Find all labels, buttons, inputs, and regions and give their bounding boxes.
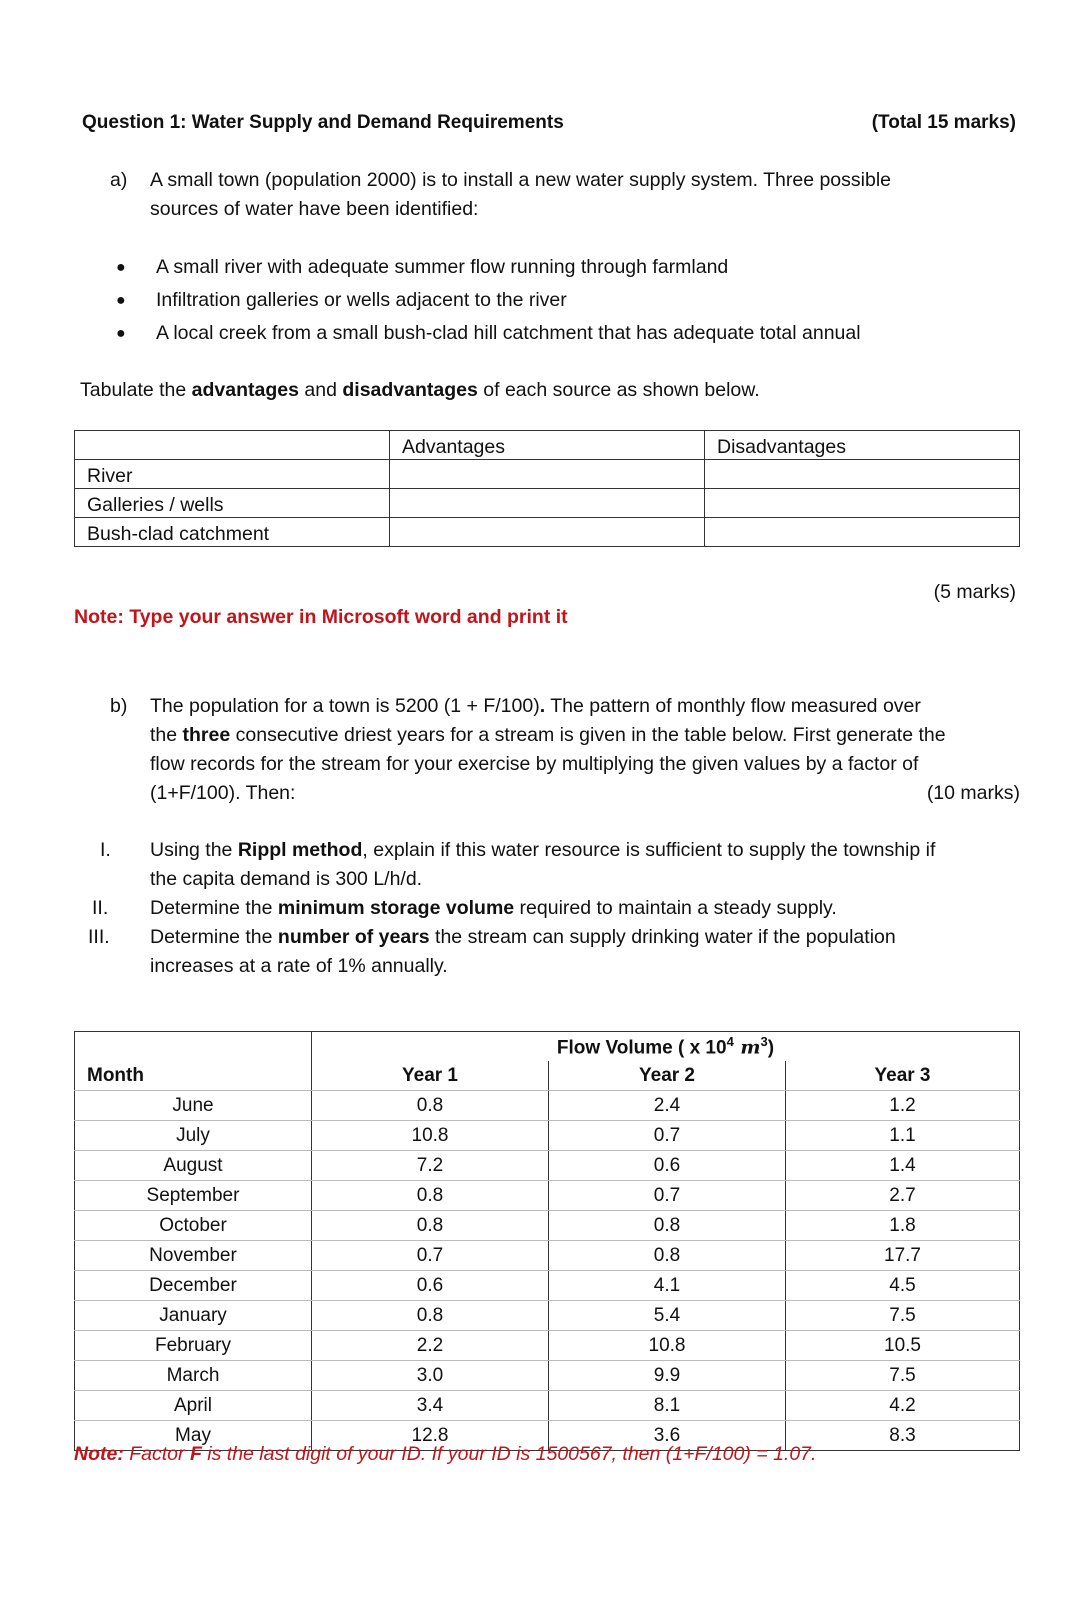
title-pre: Flow Volume ( x 10 bbox=[556, 1037, 727, 1059]
year-3-cell: 7.5 bbox=[786, 1301, 1020, 1331]
bullet-icon: ● bbox=[116, 292, 126, 309]
tabulate-pre: Tabulate the bbox=[80, 379, 192, 401]
year-3-cell: 1.4 bbox=[786, 1151, 1020, 1181]
part-a-line-2: sources of water have been identified: bbox=[150, 198, 479, 220]
total-marks: (Total 15 marks) bbox=[871, 112, 1016, 133]
part-b-marks: (10 marks) bbox=[926, 782, 1020, 804]
month-cell: March bbox=[75, 1361, 312, 1391]
year-2-cell: 9.9 bbox=[549, 1361, 786, 1391]
answer-cell[interactable] bbox=[705, 489, 1020, 518]
question-header bbox=[82, 112, 1016, 134]
note-text-2: is the last digit of your ID. If your ID is 1500567, then (1+F/100) = 1.07. bbox=[201, 1443, 817, 1465]
month-cell: April bbox=[75, 1391, 312, 1421]
month-cell: July bbox=[75, 1121, 312, 1151]
answer-cell[interactable] bbox=[390, 460, 705, 489]
year-2-cell: 0.8 bbox=[549, 1241, 786, 1271]
sentence-dot: . bbox=[539, 695, 546, 717]
answer-note: Note: Type your answer in Microsoft word and print it bbox=[74, 606, 568, 628]
year-2-cell: 4.1 bbox=[549, 1271, 786, 1301]
year-1-cell: 7.2 bbox=[312, 1151, 549, 1181]
list-item-continuation bbox=[82, 865, 1022, 894]
month-header: Month bbox=[75, 1061, 312, 1091]
note-text-1: Factor bbox=[129, 1443, 190, 1465]
list-item bbox=[82, 923, 1022, 952]
task-post: the stream can supply drinking water if the population bbox=[429, 926, 896, 948]
month-cell: December bbox=[75, 1271, 312, 1301]
list-item bbox=[110, 251, 861, 284]
year-1-cell: 0.7 bbox=[312, 1241, 549, 1271]
task-bold: number of years bbox=[277, 926, 430, 948]
question-title: Question 1: Water Supply and Demand Requirements bbox=[82, 112, 564, 133]
task-number: I. bbox=[100, 839, 111, 861]
year-2-cell: 5.4 bbox=[549, 1301, 786, 1331]
year-2-cell: 3.6 bbox=[549, 1421, 786, 1451]
month-cell: September bbox=[75, 1181, 312, 1211]
source-name-cell: River bbox=[75, 460, 390, 489]
task-bold: minimum storage volume bbox=[277, 897, 515, 919]
year-3-cell: 7.5 bbox=[786, 1361, 1020, 1391]
table-row bbox=[75, 1211, 1020, 1241]
year-1-cell: 0.8 bbox=[312, 1211, 549, 1241]
year-2-cell: 2.4 bbox=[549, 1091, 786, 1121]
part-a-line-1: A small town (population 2000) is to install a new water supply system. Three possible bbox=[150, 169, 892, 191]
part-a-text bbox=[150, 166, 1030, 224]
task-number: II. bbox=[92, 897, 109, 919]
year-2-cell: 0.7 bbox=[549, 1121, 786, 1151]
year-3-cell: 1.1 bbox=[786, 1121, 1020, 1151]
table-row bbox=[75, 1241, 1020, 1271]
sources-table bbox=[74, 430, 1020, 547]
title-post: ) bbox=[767, 1037, 775, 1059]
year-3-cell: 4.5 bbox=[786, 1271, 1020, 1301]
table-row bbox=[75, 1121, 1020, 1151]
note-label: Note: bbox=[74, 1443, 130, 1465]
flow-table-body bbox=[75, 1091, 1020, 1451]
part-b-line-1 bbox=[150, 692, 1020, 721]
year-1-cell: 0.8 bbox=[312, 1301, 549, 1331]
tabulate-mid: and bbox=[298, 379, 343, 401]
year-3-cell: 1.8 bbox=[786, 1211, 1020, 1241]
flow-table-header-row bbox=[75, 1061, 1020, 1091]
answer-cell[interactable] bbox=[705, 518, 1020, 547]
year-3-cell: 2.7 bbox=[786, 1181, 1020, 1211]
flow-table bbox=[74, 1031, 1020, 1451]
task-text bbox=[150, 923, 896, 952]
population-formula: The population for a town is 5200 (1 + F/100) bbox=[150, 695, 540, 717]
task-bold: Rippl method bbox=[237, 839, 363, 861]
table-row bbox=[75, 518, 1020, 547]
table-row bbox=[75, 1151, 1020, 1181]
year-1-header: Year 1 bbox=[312, 1061, 549, 1091]
l2-post: consecutive driest years for a stream is given in the table below. First generate the bbox=[230, 724, 946, 746]
task-pre: Using the bbox=[150, 839, 238, 861]
advantages-header: Advantages bbox=[390, 431, 705, 460]
task-list bbox=[82, 836, 1022, 981]
month-cell: February bbox=[75, 1331, 312, 1361]
year-1-cell: 3.0 bbox=[312, 1361, 549, 1391]
bullet-icon: ● bbox=[116, 325, 126, 342]
part-b-then: (1+F/100). Then: bbox=[150, 782, 296, 804]
tabulate-post: of each source as shown below. bbox=[477, 379, 760, 401]
year-2-cell: 10.8 bbox=[549, 1331, 786, 1361]
source-list bbox=[110, 251, 861, 350]
task-post: required to maintain a steady supply. bbox=[514, 897, 837, 919]
table-row bbox=[75, 1181, 1020, 1211]
year-1-cell: 12.8 bbox=[312, 1421, 549, 1451]
bullet-icon: ● bbox=[116, 259, 126, 276]
flow-table-title-row bbox=[75, 1032, 1020, 1062]
table-row bbox=[75, 489, 1020, 518]
task-post: , explain if this water resource is sufficient to supply the township if bbox=[362, 839, 936, 861]
year-2-cell: 8.1 bbox=[549, 1391, 786, 1421]
factor-note bbox=[74, 1443, 816, 1466]
part-b-text bbox=[150, 692, 1020, 808]
table-row bbox=[75, 1091, 1020, 1121]
month-cell: June bbox=[75, 1091, 312, 1121]
table-row bbox=[75, 460, 1020, 489]
source-text: A small river with adequate summer flow running through farmland bbox=[156, 256, 729, 278]
source-text: Infiltration galleries or wells adjacent to the river bbox=[156, 289, 567, 311]
task-pre: Determine the bbox=[150, 897, 278, 919]
table-row bbox=[75, 1331, 1020, 1361]
table-header-row bbox=[75, 431, 1020, 460]
disadvantages-header: Disadvantages bbox=[705, 431, 1020, 460]
answer-cell[interactable] bbox=[705, 460, 1020, 489]
tabulate-advantages: advantages bbox=[191, 379, 299, 401]
year-2-header: Year 2 bbox=[549, 1061, 786, 1091]
table-row bbox=[75, 1391, 1020, 1421]
year-3-cell: 1.2 bbox=[786, 1091, 1020, 1121]
year-1-cell: 10.8 bbox=[312, 1121, 549, 1151]
title-unit-exponent: 3 bbox=[760, 1033, 768, 1049]
task-pre: Determine the bbox=[150, 926, 278, 948]
year-2-cell: 0.7 bbox=[549, 1181, 786, 1211]
table-row bbox=[75, 1301, 1020, 1331]
month-cell: May bbox=[75, 1421, 312, 1451]
part-b-label: b) bbox=[110, 695, 128, 717]
list-item-continuation bbox=[82, 952, 1022, 981]
year-3-cell: 17.7 bbox=[786, 1241, 1020, 1271]
task-continuation: the capita demand is 300 L/h/d. bbox=[150, 868, 423, 890]
year-3-cell: 4.2 bbox=[786, 1391, 1020, 1421]
year-1-cell: 0.8 bbox=[312, 1181, 549, 1211]
table-row bbox=[75, 1361, 1020, 1391]
title-unit: m bbox=[733, 1036, 761, 1059]
year-2-cell: 0.8 bbox=[549, 1211, 786, 1241]
l2-bold: three bbox=[182, 724, 231, 746]
year-3-header: Year 3 bbox=[786, 1061, 1020, 1091]
part-b-line-2 bbox=[150, 721, 1020, 750]
part-b-line-4 bbox=[150, 779, 1020, 808]
flow-volume-title bbox=[312, 1032, 1020, 1062]
year-3-cell: 8.3 bbox=[786, 1421, 1020, 1451]
empty-title-cell bbox=[75, 1032, 312, 1062]
part-b-line-1-rest: The pattern of monthly flow measured over bbox=[545, 695, 921, 717]
list-item bbox=[82, 836, 1022, 865]
month-cell: January bbox=[75, 1301, 312, 1331]
table-row bbox=[75, 1271, 1020, 1301]
answer-cell[interactable] bbox=[390, 489, 705, 518]
list-item bbox=[110, 317, 861, 350]
list-item bbox=[110, 284, 861, 317]
source-name-cell: Bush-clad catchment bbox=[75, 518, 390, 547]
source-text: A local creek from a small bush-clad hill catchment that has adequate total annual bbox=[156, 322, 861, 344]
title-exponent: 4 bbox=[726, 1033, 734, 1049]
note-factor: F bbox=[189, 1443, 202, 1465]
year-1-cell: 3.4 bbox=[312, 1391, 549, 1421]
year-3-cell: 10.5 bbox=[786, 1331, 1020, 1361]
tabulate-disadvantages: disadvantages bbox=[342, 379, 478, 401]
tabulate-instruction bbox=[80, 376, 760, 405]
l2-pre: the bbox=[150, 724, 183, 746]
part-a-marks: (5 marks) bbox=[933, 581, 1016, 603]
year-1-cell: 0.8 bbox=[312, 1091, 549, 1121]
task-text bbox=[150, 894, 837, 923]
list-item bbox=[82, 894, 1022, 923]
month-cell: November bbox=[75, 1241, 312, 1271]
month-cell: October bbox=[75, 1211, 312, 1241]
task-continuation: increases at a rate of 1% annually. bbox=[150, 955, 448, 977]
empty-header-cell bbox=[75, 431, 390, 460]
year-1-cell: 0.6 bbox=[312, 1271, 549, 1301]
task-text bbox=[150, 836, 935, 865]
month-cell: August bbox=[75, 1151, 312, 1181]
year-2-cell: 0.6 bbox=[549, 1151, 786, 1181]
task-number: III. bbox=[88, 926, 110, 948]
source-name-cell: Galleries / wells bbox=[75, 489, 390, 518]
answer-cell[interactable] bbox=[390, 518, 705, 547]
year-1-cell: 2.2 bbox=[312, 1331, 549, 1361]
part-a-label: a) bbox=[110, 169, 128, 191]
part-b-line-3: flow records for the stream for your exercise by multiplying the given values by a factor of bbox=[150, 753, 919, 775]
